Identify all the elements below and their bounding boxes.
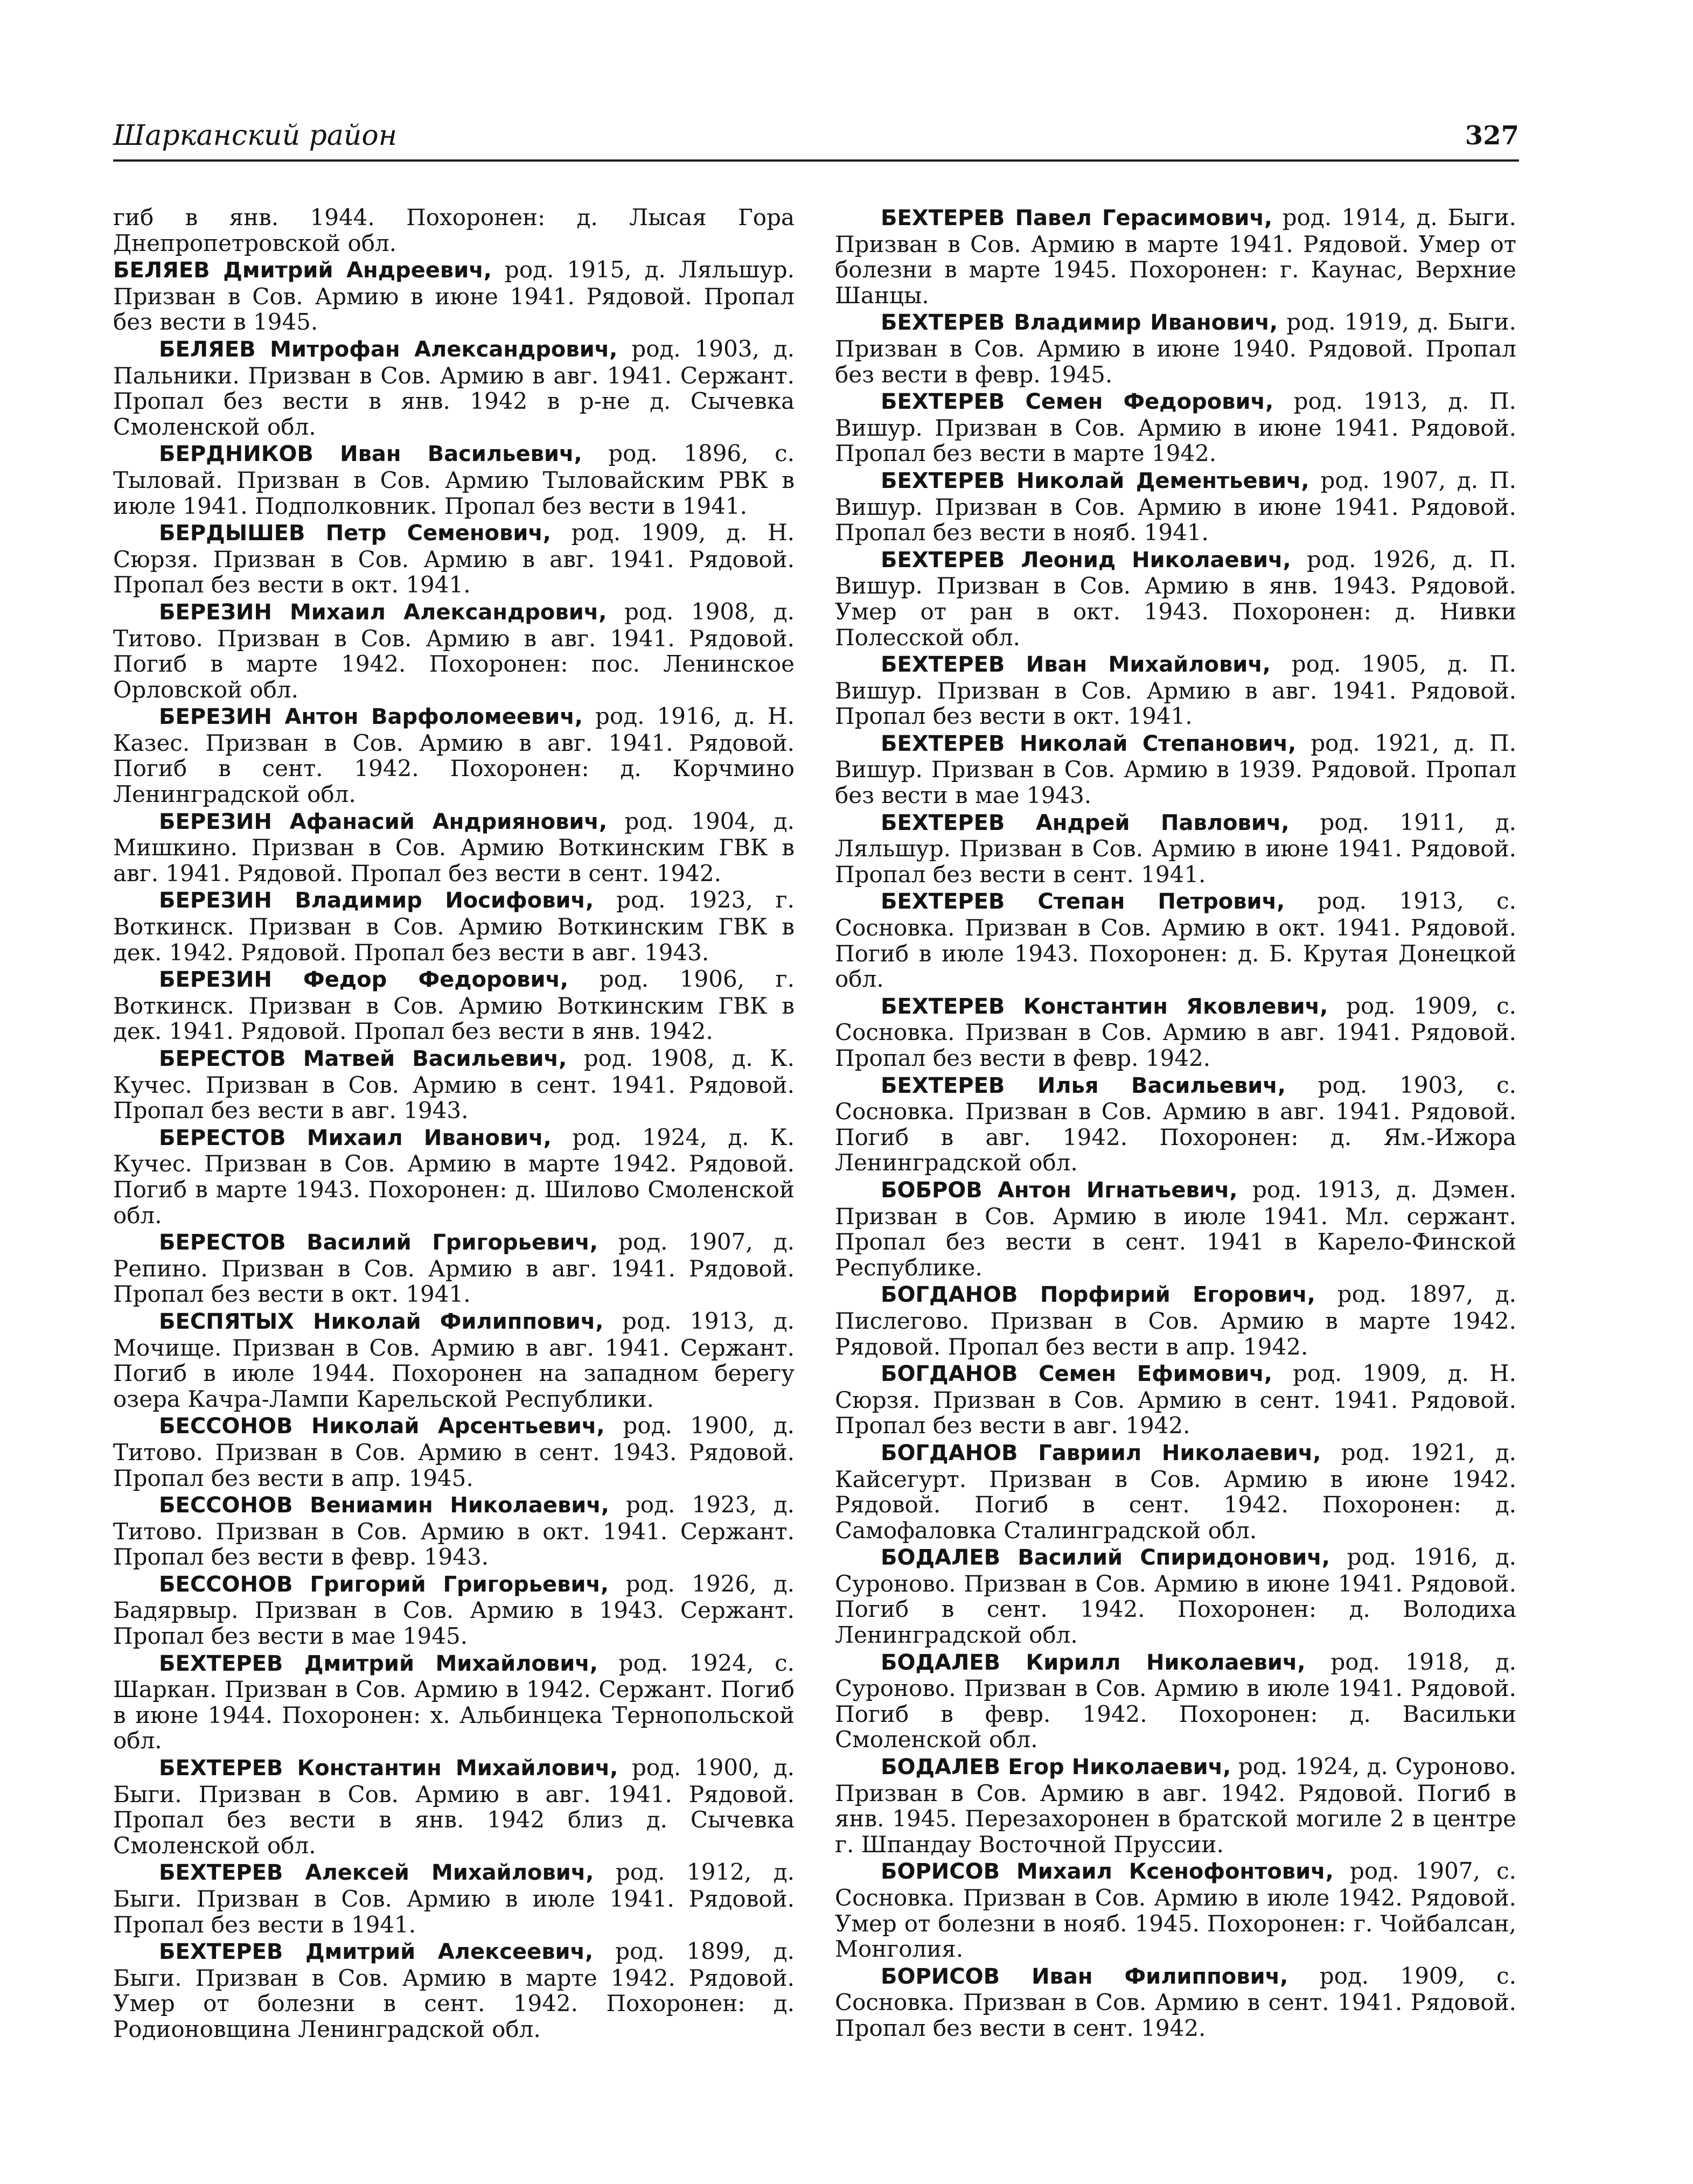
entry-text: род. 1916, д. Н. Казес. Призван в Сов. Армию в авг. 1941. Рядовой. Погиб в сент. 1942. Похоронен: д. Корчмино Ленинградской обл. bbox=[113, 703, 795, 808]
entry-text: род. 1904, д. Мишкино. Призван в Сов. Армию Воткинским ГВК в авг. 1941. Рядовой. Пропал без вести в сент. 1942. bbox=[113, 807, 795, 887]
memorial-entry bbox=[113, 808, 795, 887]
memorial-entry bbox=[113, 1125, 795, 1228]
person-name: БЕССОНОВ Николай Арсентьевич, bbox=[159, 1414, 605, 1439]
entry-text: род. 1926, д. П. Вишур. Призван в Сов. Армию в янв. 1943. Рядовой. Умер от ран в окт. 1943. Похоронен: д. Нивки Полесской обл. bbox=[835, 546, 1516, 651]
entry-text: род. 1924, д. Суроново. Призван в Сов. Армию в авг. 1942. Рядовой. Погиб в янв. 1945. Перезахоронен в братской могиле 2 в центре г. Шпандау Восточной Пруссии. bbox=[835, 1753, 1516, 1858]
memorial-entry bbox=[113, 1413, 795, 1491]
person-name: БОГДАНОВ Порфирий Егорович, bbox=[881, 1282, 1315, 1308]
left-column bbox=[113, 205, 795, 2068]
memorial-entry bbox=[835, 651, 1516, 729]
memorial-entry bbox=[835, 730, 1516, 808]
entry-text: род. 1896, с. Тыловай. Призван в Сов. Армию Тыловайским РВК в июле 1941. Подполковник. Пропал без вести в 1941. bbox=[113, 440, 795, 519]
entry-text: род. 1903, д. Пальники. Призван в Сов. Армию в авг. 1941. Сержант. Пропал без вести в янв. 1942 в р-не д. Сычевка Смоленской обл. bbox=[113, 335, 795, 440]
person-name: БЕРЕСТОВ Матвей Васильевич, bbox=[159, 1046, 567, 1071]
entry-text: род. 1906, г. Воткинск. Призван в Сов. Армию Воткинским ГВК в дек. 1941. Рядовой. Пропал без вести в янв. 1942. bbox=[113, 966, 795, 1045]
entry-text: род. 1900, д. Быги. Призван в Сов. Армию в авг. 1941. Рядовой. Пропал без вести в янв. 1942 близ д. Сычевка Смоленской обл. bbox=[113, 1754, 795, 1859]
memorial-entry bbox=[835, 547, 1516, 650]
person-name: БЕХТЕРЕВ Владимир Иванович, bbox=[881, 310, 1278, 336]
memorial-entry bbox=[113, 1650, 795, 1754]
entry-text: род. 1923, г. Воткинск. Призван в Сов. Армию Воткинским ГВК в дек. 1942. Рядовой. Пропал без вести в авг. 1943. bbox=[113, 887, 795, 966]
entry-text: род. 1909, д. Н. Сюрзя. Призван в Сов. Армию в сент. 1941. Рядовой. Пропал без вести в авг. 1942. bbox=[835, 1360, 1516, 1439]
memorial-entry bbox=[113, 1938, 795, 2042]
person-name: БЕХТЕРЕВ Семен Федорович, bbox=[881, 389, 1274, 415]
memorial-entry bbox=[113, 966, 795, 1044]
memorial-entry bbox=[113, 257, 795, 335]
memorial-entry bbox=[113, 1859, 795, 1937]
entry-text: род. 1908, д. Титово. Призван в Сов. Армию в авг. 1941. Рядовой. Погиб в марте 1942. Похоронен: пос. Ленинское Орловской обл. bbox=[113, 598, 795, 703]
memorial-entry bbox=[113, 1492, 795, 1570]
entry-text: род. 1912, д. Быги. Призван в Сов. Армию в июле 1941. Рядовой. Пропал без вести в 1941. bbox=[113, 1859, 795, 1938]
memorial-entry bbox=[113, 1229, 795, 1307]
entry-text: род. 1916, д. Суроново. Призван в Сов. Армию в июне 1941. Рядовой. Погиб в сент. 1942. Похоронен: д. Володиха Ленинградской обл. bbox=[835, 1544, 1516, 1649]
memorial-entry bbox=[835, 205, 1516, 308]
person-name: БЕРЕЗИН Владимир Иосифович, bbox=[159, 888, 594, 913]
memorial-entry bbox=[835, 1544, 1516, 1648]
entry-text: род. 1921, д. П. Вишур. Призван в Сов. Армию в 1939. Рядовой. Пропал без вести в мае 1943. bbox=[835, 729, 1516, 809]
memorial-entry bbox=[835, 1649, 1516, 1753]
entry-text: род. 1907, д. П. Вишур. Призван в Сов. Армию в июне 1941. Рядовой. Пропал без вести в нояб. 1941. bbox=[835, 466, 1516, 546]
person-name: БЕРЕЗИН Афанасий Андриянович, bbox=[159, 809, 608, 834]
entry-text: род. 1907, д. Репино. Призван в Сов. Армию в авг. 1941. Рядовой. Пропал без вести в окт. 1941. bbox=[113, 1229, 795, 1308]
page-number: 327 bbox=[1465, 121, 1519, 151]
memorial-entry bbox=[835, 309, 1516, 387]
district-title: Шарканский район bbox=[113, 120, 397, 152]
person-name: БЕЛЯЕВ Митрофан Александрович, bbox=[159, 337, 618, 362]
memorial-entry bbox=[835, 467, 1516, 546]
memorial-entry bbox=[835, 1754, 1516, 1857]
entry-text: род. 1907, с. Сосновка. Призван в Сов. Армию в июле 1942. Рядовой. Умер от болезни в нояб. 1945. Похоронен: г. Чойбалсан, Монголия. bbox=[835, 1858, 1516, 1963]
entry-text: род. 1926, д. Бадярвыр. Призван в Сов. Армию в 1943. Сержант. Пропал без вести в мае 1945. bbox=[113, 1570, 795, 1650]
person-name: БЕХТЕРЕВ Константин Михайлович, bbox=[159, 1756, 618, 1781]
memorial-entry bbox=[835, 810, 1516, 888]
person-name: БОГДАНОВ Гавриил Николаевич, bbox=[881, 1440, 1321, 1466]
entry-text: род. 1913, д. Мочище. Призван в Сов. Армию в авг. 1941. Сержант. Погиб в июле 1944. Похоронен на западном берегу озера Качра-Лампи Карельской Республики. bbox=[113, 1307, 795, 1412]
person-name: БЕХТЕРЕВ Иван Михайлович, bbox=[881, 652, 1271, 678]
entry-text: род. 1924, д. К. Кучес. Призван в Сов. Армию в марте 1942. Рядовой. Погиб в марте 1943. Похоронен: д. Шилово Смоленской обл. bbox=[113, 1124, 795, 1229]
person-name: БЕХТЕРЕВ Константин Яковлевич, bbox=[881, 994, 1328, 1019]
person-name: БЕХТЕРЕВ Дмитрий Алексеевич, bbox=[159, 1939, 594, 1965]
person-name: БЕХТЕРЕВ Павел Герасимович, bbox=[881, 206, 1273, 231]
memorial-entry bbox=[113, 520, 795, 598]
memorial-entry bbox=[113, 1045, 795, 1124]
entry-text: род. 1919, д. Быги. Призван в Сов. Армию в июне 1940. Рядовой. Пропал без вести в февр. 1945. bbox=[835, 309, 1516, 388]
entry-text: род. 1924, с. Шаркан. Призван в Сов. Армию в 1942. Сержант. Погиб в июне 1944. Похоронен: х. Альбинцека Тернопольской обл. bbox=[113, 1649, 795, 1754]
entry-text: род. 1918, д. Суроново. Призван в Сов. Армию в июле 1941. Рядовой. Погиб в февр. 1942. Похоронен: д. Васильки Смоленской обл. bbox=[835, 1648, 1516, 1753]
entry-text: род. 1913, д. Дэмен. Призван в Сов. Армию в июле 1941. Мл. сержант. Пропал без вести в сент. 1941 в Карело-Финской Республике. bbox=[835, 1176, 1516, 1281]
entry-text: род. 1908, д. К. Кучес. Призван в Сов. Армию в сент. 1941. Рядовой. Пропал без вести в авг. 1943. bbox=[113, 1045, 795, 1124]
person-name: БЕХТЕРЕВ Степан Петрович, bbox=[881, 889, 1285, 915]
memorial-entry bbox=[835, 1963, 1516, 2041]
person-name: БЕЛЯЕВ Дмитрий Андреевич, bbox=[113, 258, 492, 283]
person-name: БЕРЕЗИН Антон Варфоломеевич, bbox=[159, 704, 583, 730]
person-name: БЕСПЯТЫХ Николай Филиппович, bbox=[159, 1309, 604, 1334]
right-column bbox=[835, 205, 1516, 2068]
memorial-entry bbox=[835, 1858, 1516, 1962]
person-name: БЕХТЕРЕВ Андрей Павлович, bbox=[881, 810, 1290, 835]
memorial-entry bbox=[113, 205, 795, 256]
memorial-entry bbox=[835, 1281, 1516, 1359]
person-name: БЕХТЕРЕВ Леонид Николаевич, bbox=[881, 547, 1291, 573]
memorial-entry bbox=[113, 336, 795, 439]
person-name: БЕРЕСТОВ Михаил Иванович, bbox=[159, 1125, 552, 1150]
memorial-entry bbox=[835, 888, 1516, 992]
person-name: БОБРОВ Антон Игнатьевич, bbox=[881, 1177, 1238, 1203]
entry-text: род. 1899, д. Быги. Призван в Сов. Армию в марте 1942. Рядовой. Умер от болезни в сент. 1942. Похоронен: д. Родионовщина Ленинградской обл. bbox=[113, 1938, 795, 2042]
person-name: БЕРДЫШЕВ Петр Семенович, bbox=[159, 521, 552, 546]
memorial-entry bbox=[113, 1308, 795, 1412]
memorial-entry bbox=[113, 887, 795, 965]
entry-text: род. 1911, д. Ляльшур. Призван в Сов. Армию в июне 1941. Рядовой. Пропал без вести в сент. 1941. bbox=[835, 808, 1516, 888]
person-name: БОГДАНОВ Семен Ефимович, bbox=[881, 1362, 1272, 1387]
entry-text: род. 1905, д. П. Вишур. Призван в Сов. Армию в авг. 1941. Рядовой. Пропал без вести в окт. 1941. bbox=[835, 651, 1516, 730]
memorial-entry bbox=[835, 1440, 1516, 1543]
entry-text: род. 1900, д. Титово. Призван в Сов. Армию в сент. 1943. Рядовой. Пропал без вести в апр. 1945. bbox=[113, 1412, 795, 1491]
memorial-entry bbox=[835, 1360, 1516, 1439]
person-name: БЕХТЕРЕВ Алексей Михайлович, bbox=[159, 1860, 594, 1886]
entry-text: род. 1913, с. Сосновка. Призван в Сов. Армию в окт. 1941. Рядовой. Погиб в июле 1943. Похоронен: д. Б. Крутая Донецкой обл. bbox=[835, 888, 1516, 993]
person-name: БОДАЛЕВ Кирилл Николаевич, bbox=[881, 1650, 1306, 1675]
memorial-entry bbox=[835, 1177, 1516, 1280]
person-name: БОРИСОВ Иван Филиппович, bbox=[881, 1964, 1288, 1989]
entry-text: род. 1914, д. Быги. Призван в Сов. Армию в марте 1941. Рядовой. Умер от болезни в марте 1945. Похоронен: г. Каунас, Верхние Шанцы. bbox=[835, 205, 1516, 309]
entry-text: род. 1909, д. Н. Сюрзя. Призван в Сов. Армию в авг. 1941. Рядовой. Пропал без вести в окт. 1941. bbox=[113, 519, 795, 598]
person-name: БЕРЕЗИН Михаил Александрович, bbox=[159, 599, 607, 625]
entry-text: род. 1897, д. Пислегово. Призван в Сов. Армию в марте 1942. Рядовой. Пропал без вести в апр. 1942. bbox=[835, 1281, 1516, 1360]
person-name: БОДАЛЕВ Егор Николаевич, bbox=[881, 1755, 1231, 1780]
memorial-entry bbox=[113, 1571, 795, 1649]
entry-text: род. 1923, д. Титово. Призван в Сов. Армию в окт. 1941. Сержант. Пропал без вести в февр. 1943. bbox=[113, 1491, 795, 1571]
person-name: БЕХТЕРЕВ Дмитрий Михайлович, bbox=[159, 1651, 598, 1676]
person-name: БОРИСОВ Михаил Ксенофонтович, bbox=[881, 1859, 1334, 1885]
memorial-entry bbox=[835, 993, 1516, 1071]
memorial-entry bbox=[113, 1755, 795, 1858]
person-name: БЕРДНИКОВ Иван Васильевич, bbox=[159, 442, 582, 467]
person-name: БОДАЛЕВ Василий Спиридонович, bbox=[881, 1545, 1330, 1571]
page-header bbox=[113, 116, 1519, 162]
entry-text: род. 1913, д. П. Вишур. Призван в Сов. Армию в июне 1941. Рядовой. Пропал без вести в марте 1942. bbox=[835, 388, 1516, 467]
person-name: БЕХТЕРЕВ Илья Васильевич, bbox=[881, 1073, 1286, 1098]
person-name: БЕРЕЗИН Федор Федорович, bbox=[159, 967, 569, 993]
memorial-entry bbox=[835, 1072, 1516, 1176]
person-name: БЕХТЕРЕВ Николай Дементьевич, bbox=[881, 468, 1309, 493]
entry-text: гиб в янв. 1944. Похоронен: д. Лысая Гора Днепропетровской обл. bbox=[113, 205, 795, 256]
person-name: БЕРЕСТОВ Василий Григорьевич, bbox=[159, 1230, 598, 1255]
entry-text: род. 1921, д. Кайсегурт. Призван в Сов. Армию в июне 1942. Рядовой. Погиб в сент. 1942. Похоронен: д. Самофаловка Сталинградской обл. bbox=[835, 1439, 1516, 1544]
memorial-entry bbox=[835, 388, 1516, 466]
entry-text: род. 1909, с. Сосновка. Призван в Сов. Армию в сент. 1941. Рядовой. Пропал без вести в сент. 1942. bbox=[835, 1962, 1516, 2041]
memorial-entry bbox=[113, 703, 795, 807]
entry-text: род. 1909, с. Сосновка. Призван в Сов. Армию в авг. 1941. Рядовой. Пропал без вести в февр. 1942. bbox=[835, 992, 1516, 1071]
person-name: БЕССОНОВ Вениамин Николаевич, bbox=[159, 1493, 609, 1518]
memorial-entry bbox=[113, 599, 795, 702]
person-name: БЕССОНОВ Григорий Григорьевич, bbox=[159, 1572, 609, 1597]
entry-text: род. 1915, д. Ляльшур. Призван в Сов. Армию в июне 1941. Рядовой. Пропал без вести в 1945. bbox=[113, 256, 795, 336]
memorial-entry bbox=[113, 441, 795, 519]
entry-text: род. 1903, с. Сосновка. Призван в Сов. Армию в авг. 1941. Рядовой. Погиб в авг. 1942. Похоронен: д. Ям.-Ижора Ленинградской обл. bbox=[835, 1071, 1516, 1176]
person-name: БЕХТЕРЕВ Николай Степанович, bbox=[881, 731, 1297, 756]
